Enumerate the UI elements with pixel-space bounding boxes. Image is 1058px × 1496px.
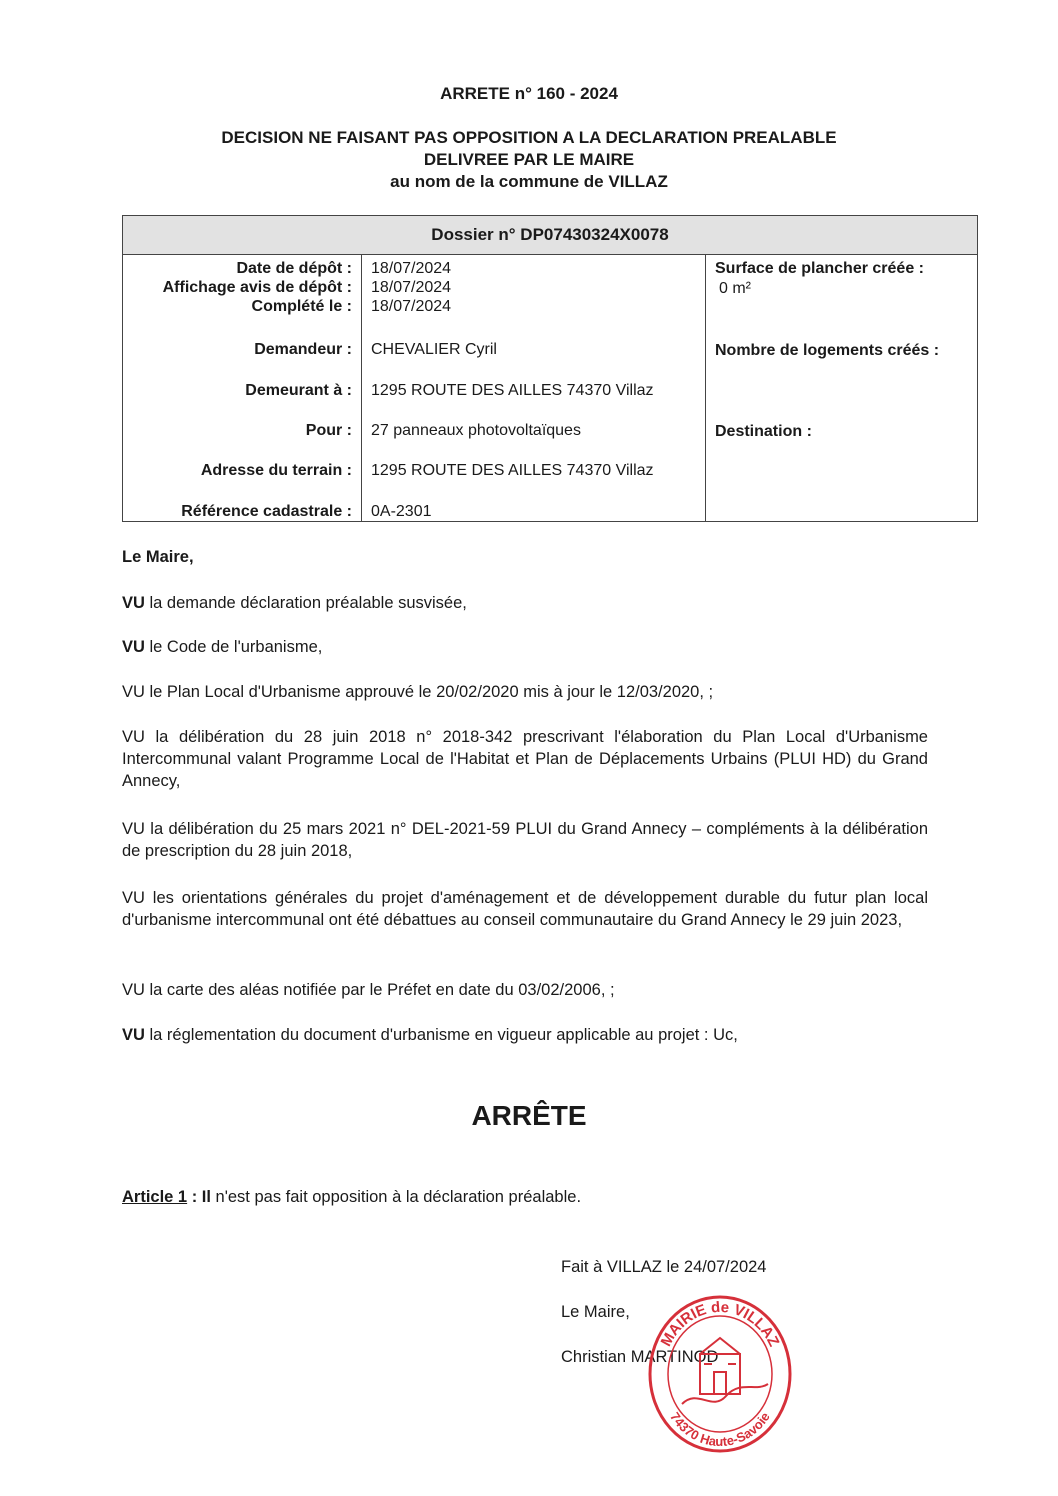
article-1 xyxy=(122,1188,581,1207)
label-affichage-avis: Affichage avis de dépôt : xyxy=(162,279,352,296)
value-affichage-avis: 18/07/2024 xyxy=(371,279,452,296)
vu-deliberation-2018: VU la délibération du 28 juin 2018 n° 2018-342 prescrivant l'élaboration du Plan Local d'Urbanisme Intercommunal valant Programme Local de l'Habitat et Plan de Déplacements Urbains (PLUI HD) du Grand Annecy, xyxy=(122,728,928,790)
article-label: Article 1 xyxy=(122,1188,188,1206)
vu-carte-aleas: VU la carte des aléas notifiée par le Préfet en date du 03/02/2006, ; xyxy=(122,981,615,999)
label-reference-cadastrale: Référence cadastrale : xyxy=(181,503,352,520)
vu-reglementation-text: la réglementation du document d'urbanisme en vigueur applicable au projet : Uc, xyxy=(144,1026,738,1044)
vu-code-urbanisme xyxy=(122,636,928,658)
arrete-heading: ARRÊTE xyxy=(471,1100,587,1131)
decision-title-line2: DELIVREE PAR LE MAIRE xyxy=(423,150,635,169)
label-complete-le: Complété le : xyxy=(251,298,352,315)
value-demandeur: CHEVALIER Cyril xyxy=(371,341,497,358)
column-divider-left xyxy=(361,255,362,521)
signature-role: Le Maire, xyxy=(561,1303,630,1321)
value-reference-cadastrale: 0A-2301 xyxy=(371,503,432,520)
article-il: Il xyxy=(201,1188,211,1206)
label-surface-plancher: Surface de plancher créée : xyxy=(715,260,924,277)
vu-code-text: le Code de l'urbanisme, xyxy=(144,638,323,656)
signature-place-date: Fait à VILLAZ le 24/07/2024 xyxy=(561,1258,767,1276)
intro-le-maire: Le Maire, xyxy=(122,548,194,566)
decision-title-line3: au nom de la commune de VILLAZ xyxy=(390,172,668,191)
vu-keyword: VU xyxy=(122,1026,145,1044)
label-adresse-terrain: Adresse du terrain : xyxy=(200,462,352,479)
article-separator: : xyxy=(187,1188,202,1206)
dossier-table xyxy=(122,215,978,522)
arrete-number: ARRETE n° 160 - 2024 xyxy=(440,84,618,103)
label-destination: Destination : xyxy=(715,423,812,440)
vu-orientations-padd: VU les orientations générales du projet d'aménagement et de développement durable du futur plan local d'urbanisme intercommunal ont été débattues au conseil communautaire du Grand Annecy le 29 juin 2023, xyxy=(122,889,928,929)
vu-reglementation xyxy=(122,1024,928,1046)
value-date-depot: 18/07/2024 xyxy=(371,260,452,277)
signature-name: Christian MARTINOD xyxy=(561,1348,719,1366)
vu-demande-text: la demande déclaration préalable susvisée, xyxy=(144,594,467,612)
label-demandeur: Demandeur : xyxy=(254,341,352,358)
vu-keyword: VU xyxy=(122,594,145,612)
vu-demande xyxy=(122,592,928,614)
svg-text:74370 Haute-Savoie: 74370 Haute-Savoie xyxy=(667,1409,773,1450)
svg-text:MAIRIE de VILLAZ: MAIRIE de VILLAZ xyxy=(657,1298,783,1350)
article-text: n'est pas fait opposition à la déclaration préalable. xyxy=(210,1188,582,1206)
label-nombre-logements: Nombre de logements créés : xyxy=(715,342,940,359)
label-pour: Pour : xyxy=(305,422,352,439)
mairie-stamp-icon xyxy=(646,1292,794,1454)
value-complete-le: 18/07/2024 xyxy=(371,298,452,315)
value-demeurant: 1295 ROUTE DES AILLES 74370 Villaz xyxy=(371,382,654,399)
label-demeurant: Demeurant à : xyxy=(245,382,352,399)
vu-keyword: VU xyxy=(122,638,145,656)
vu-deliberation-2021: VU la délibération du 25 mars 2021 n° DEL-2021-59 PLUI du Grand Annecy – compléments à la délibération de prescription du 28 juin 2018, xyxy=(122,820,928,860)
value-surface-plancher: 0 m² xyxy=(719,280,751,297)
column-divider-right xyxy=(705,255,706,521)
value-pour: 27 panneaux photovoltaïques xyxy=(371,422,581,439)
value-adresse-terrain: 1295 ROUTE DES AILLES 74370 Villaz xyxy=(371,462,654,479)
decision-title-line1: DECISION NE FAISANT PAS OPPOSITION A LA DECLARATION PREALABLE xyxy=(221,128,837,147)
vu-plan-local: VU le Plan Local d'Urbanisme approuvé le 20/02/2020 mis à jour le 12/03/2020, ; xyxy=(122,683,714,701)
label-date-depot: Date de dépôt : xyxy=(236,260,352,277)
dossier-number: Dossier n° DP07430324X0078 xyxy=(123,216,977,255)
